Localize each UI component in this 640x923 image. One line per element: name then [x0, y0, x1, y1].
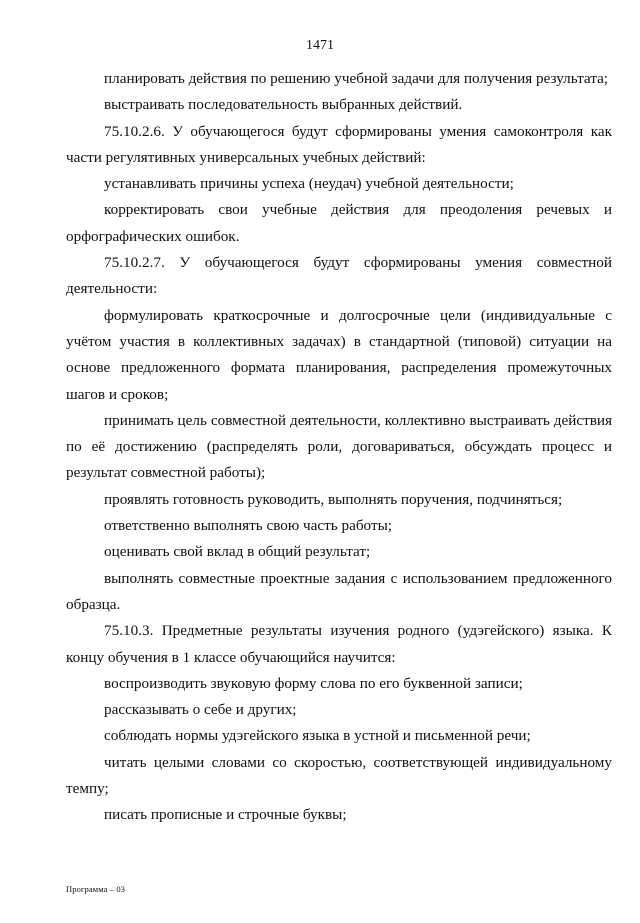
- paragraph: писать прописные и строчные буквы;: [104, 806, 347, 824]
- paragraph: планировать действия по решению учебной задачи для получения результата;: [104, 70, 609, 87]
- paragraph: формулировать краткосрочные и долгосрочные цели (индивидуальные с учётом участия в коллективных задачах) в стандартной (типовой) ситуации на основе предложенного формата планирования, распределения промежуточных шагов и сроков;: [66, 306, 612, 403]
- page-number: 1471: [306, 38, 334, 53]
- paragraph: ответственно выполнять свою часть работы;: [104, 517, 393, 535]
- paragraph: читать целыми словами со скоростью, соответствующей индивидуальному темпу;: [66, 753, 612, 798]
- section-heading-paragraph: 75.10.2.6. У обучающегося будут сформированы умения самоконтроля как части регулятивных универсальных учебных действий:: [66, 122, 612, 166]
- section-heading-paragraph: 75.10.3. Предметные результаты изучения родного (удэгейского) языка. К концу обучения в 1 классе обучающийся научится:: [66, 622, 612, 666]
- paragraph: устанавливать причины успеха (неудач) учебной деятельности;: [104, 175, 514, 193]
- paragraph: воспроизводить звуковую форму слова по его буквенной записи;: [104, 674, 523, 692]
- document-body: [66, 66, 612, 829]
- paragraph: оценивать свой вклад в общий результат;: [104, 543, 371, 561]
- paragraph: выполнять совместные проектные задания с использованием предложенного образца.: [66, 569, 612, 613]
- paragraph: проявлять готовность руководить, выполнять поручения, подчиняться;: [104, 490, 563, 508]
- paragraph: корректировать свои учебные действия для преодоления речевых и орфографических ошибок.: [66, 201, 612, 245]
- paragraph: принимать цель совместной деятельности, коллективно выстраивать действия по её достижению (распределять роли, договариваться, обсуждать процесс и результат совместной работы);: [66, 411, 612, 482]
- paragraph: выстраивать последовательность выбранных действий.: [104, 96, 463, 114]
- paragraph: соблюдать нормы удэгейского языка в устной и письменной речи;: [104, 727, 531, 745]
- page-footer: Программа – 03: [66, 884, 126, 894]
- section-heading-paragraph: 75.10.2.7. У обучающегося будут сформированы умения совместной деятельности:: [66, 254, 612, 298]
- paragraph: рассказывать о себе и других;: [104, 701, 297, 719]
